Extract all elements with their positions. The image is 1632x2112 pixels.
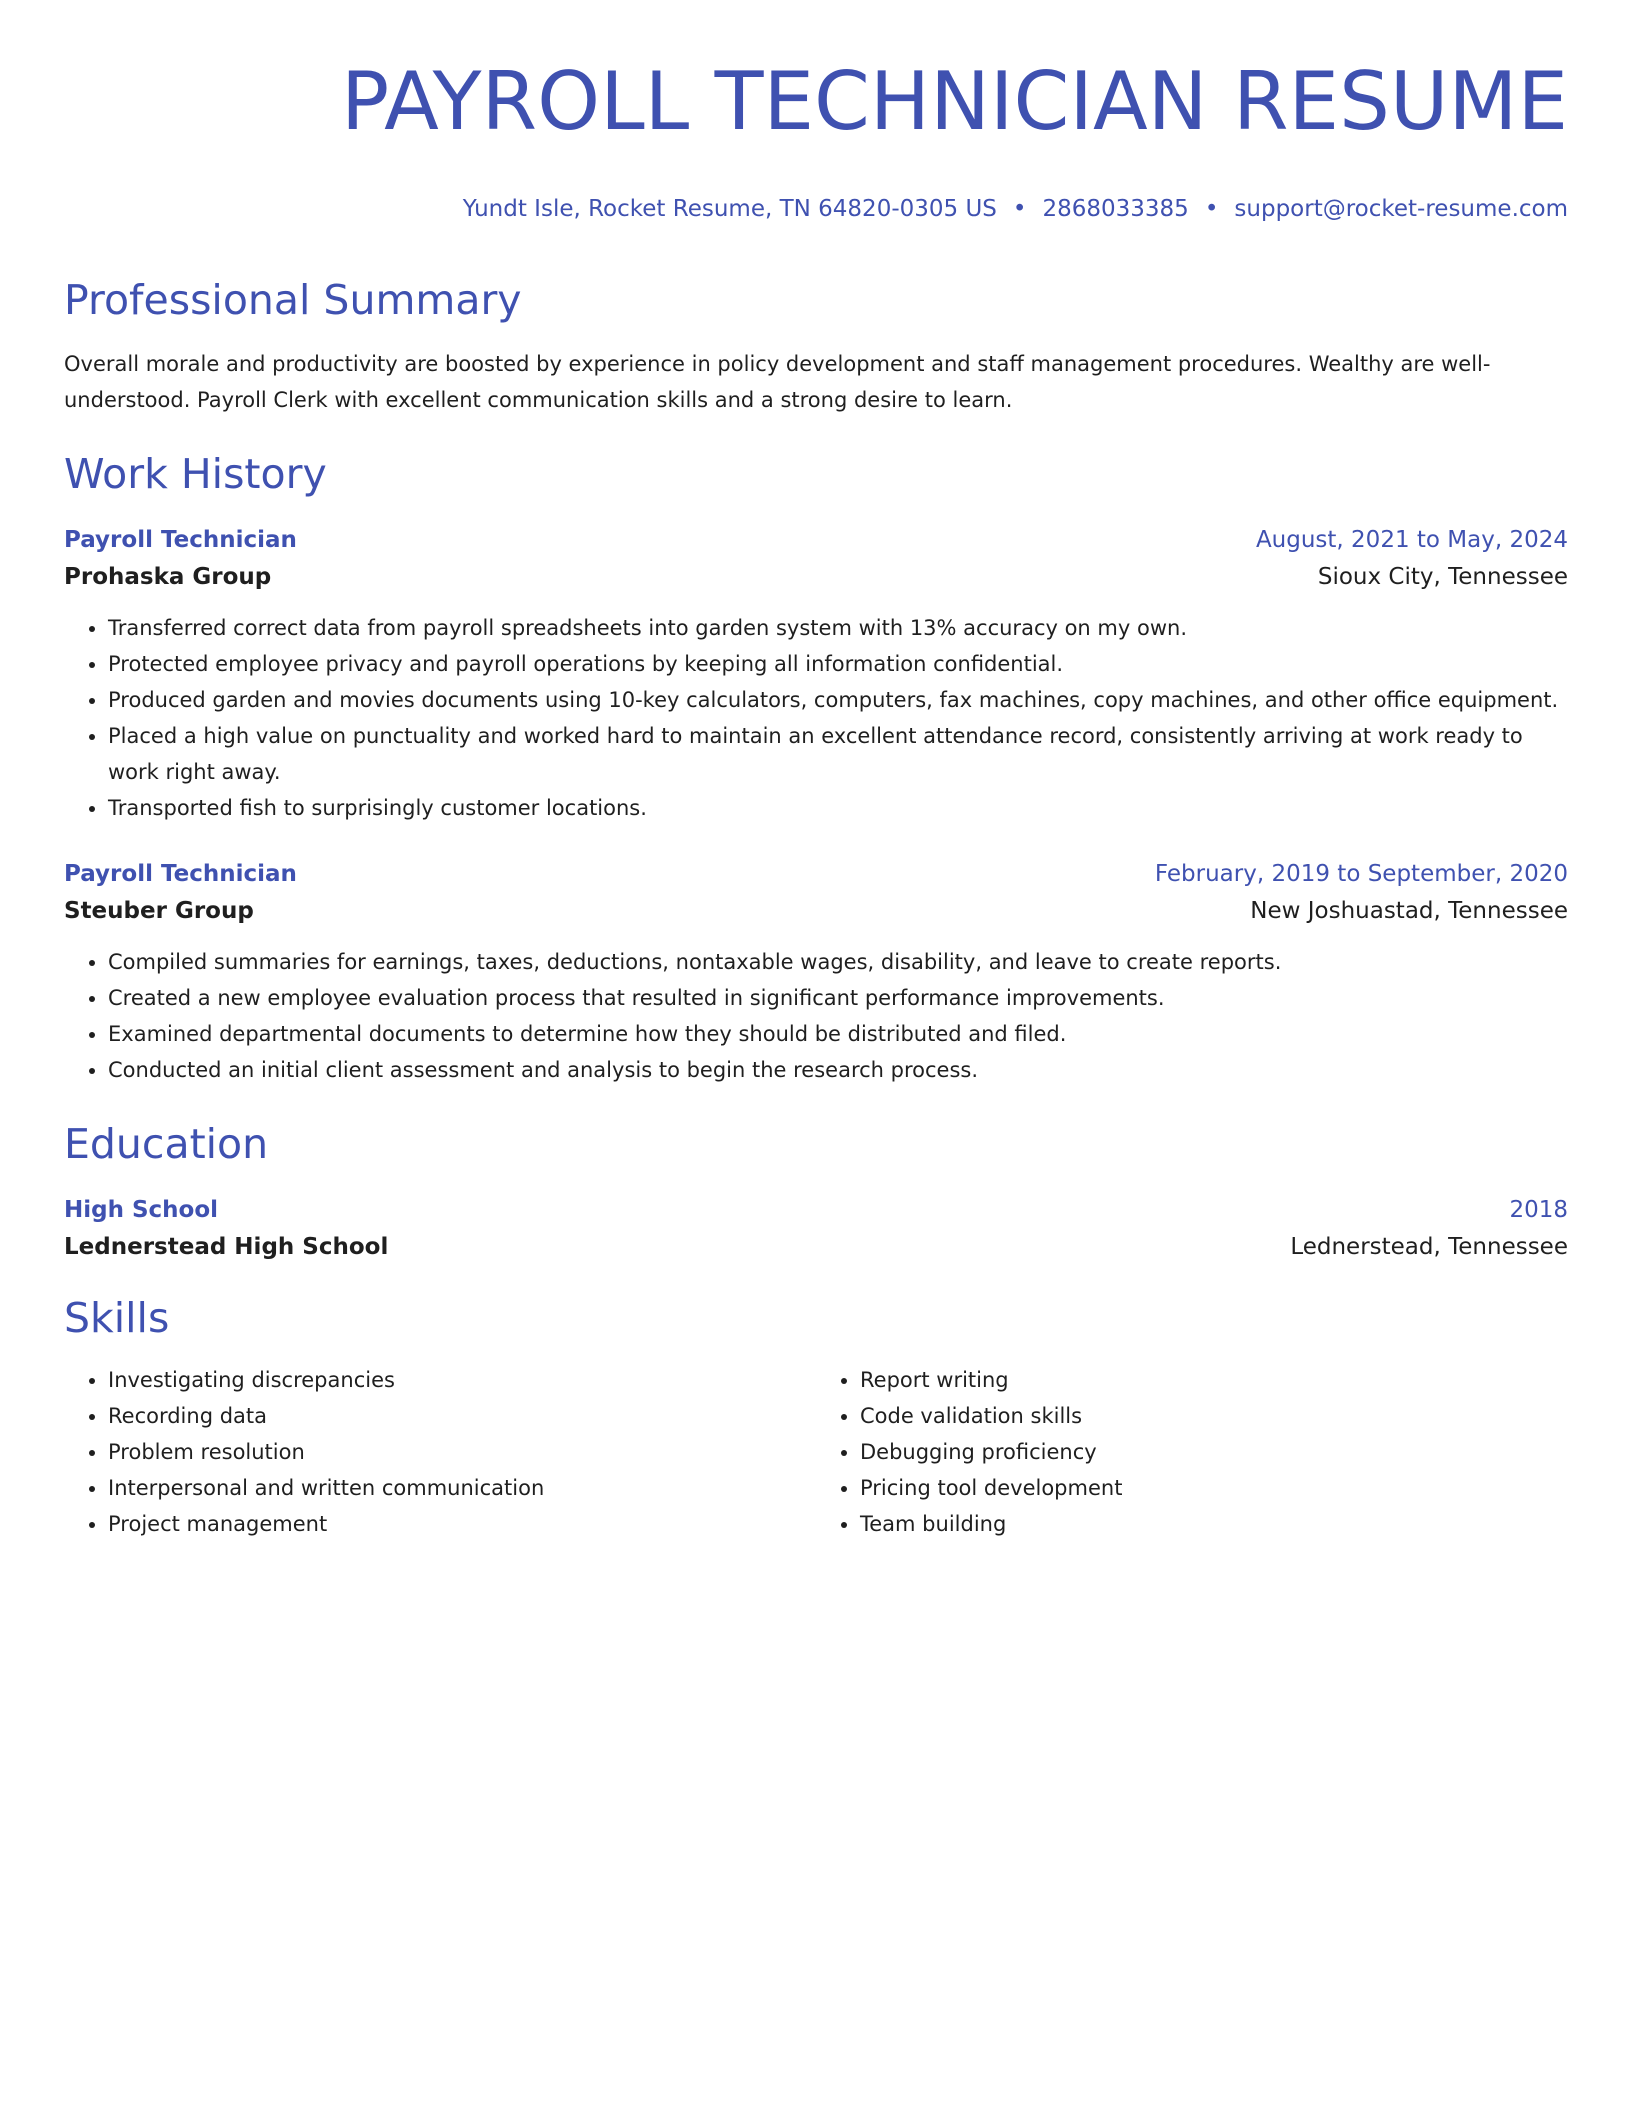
job-bullet: • Produced garden and movies documents using 10-key calculators, computers, fax machines, copy machines, and other office equipment. — [108, 682, 1568, 718]
skill-item: • Interpersonal and written communication — [108, 1470, 816, 1506]
contact-separator: • — [1204, 196, 1219, 222]
job-bullet: • Transferred correct data from payroll spreadsheets into garden system with 13% accuracy on my own. — [108, 610, 1568, 646]
education-entry — [64, 1192, 1568, 1266]
education-location: Lednerstead, Tennessee — [1290, 1234, 1568, 1260]
contact-line — [64, 194, 1568, 224]
contact-address: Yundt Isle, Rocket Resume, TN 64820-0305 US — [462, 196, 997, 222]
work-history-heading: Work History — [64, 450, 327, 498]
skill-item: • Project management — [108, 1506, 816, 1542]
education-degree: High School — [64, 1197, 219, 1223]
job-bullets — [64, 610, 1568, 826]
skills-list — [64, 1362, 1568, 1542]
job-title-row — [64, 856, 1568, 892]
job-title: Payroll Technician — [64, 861, 297, 887]
job-dates: February, 2019 to September, 2020 — [1154, 861, 1568, 887]
education-school: Lednerstead High School — [64, 1234, 389, 1260]
job-entry — [64, 856, 1568, 1088]
contact-email[interactable]: support@rocket-resume.com — [1234, 196, 1568, 222]
job-title-row — [64, 522, 1568, 558]
skill-item: • Code validation skills — [860, 1398, 1568, 1434]
job-company: Prohaska Group — [64, 564, 272, 590]
skill-item: • Team building — [860, 1506, 1568, 1542]
skills-column-left — [64, 1362, 816, 1542]
job-location: New Joshuastad, Tennessee — [1250, 898, 1568, 924]
job-bullet: • Compiled summaries for earnings, taxes, deductions, nontaxable wages, disability, and leave to create reports. — [108, 944, 1568, 980]
education-school-row — [64, 1228, 1568, 1266]
job-entry — [64, 522, 1568, 826]
job-bullet: • Transported fish to surprisingly customer locations. — [108, 790, 1568, 826]
job-bullets — [64, 944, 1568, 1088]
skills-column-right — [816, 1362, 1568, 1542]
job-company: Steuber Group — [64, 898, 254, 924]
education-heading: Education — [64, 1120, 269, 1168]
skill-item: • Problem resolution — [108, 1434, 816, 1470]
resume-header — [64, 0, 1568, 224]
resume-name: PAYROLL TECHNICIAN RESUME — [341, 55, 1568, 148]
job-bullet: • Created a new employee evaluation process that resulted in significant performance improvements. — [108, 980, 1568, 1016]
skill-item: • Report writing — [860, 1362, 1568, 1398]
education-year: 2018 — [1509, 1197, 1568, 1223]
skill-item: • Recording data — [108, 1398, 816, 1434]
skill-item: • Investigating discrepancies — [108, 1362, 816, 1398]
job-company-row — [64, 892, 1568, 930]
summary-text: Overall morale and productivity are boosted by experience in policy development and staff management procedures. Wealthy are well-understood. Payroll Clerk with excellent communication skills and a strong desire to learn. — [64, 352, 1491, 412]
skills-heading: Skills — [64, 1294, 170, 1342]
job-dates: August, 2021 to May, 2024 — [1255, 527, 1568, 553]
job-title: Payroll Technician — [64, 527, 297, 553]
job-bullet: • Placed a high value on punctuality and worked hard to maintain an excellent attendance record, consistently arriving at work ready to work right away. — [108, 718, 1568, 790]
job-bullet: • Protected employee privacy and payroll operations by keeping all information confidential. — [108, 646, 1568, 682]
skill-item: • Debugging proficiency — [860, 1434, 1568, 1470]
job-bullet: • Conducted an initial client assessment and analysis to begin the research process. — [108, 1052, 1568, 1088]
summary-heading: Professional Summary — [64, 276, 522, 324]
job-location: Sioux City, Tennessee — [1317, 564, 1568, 590]
contact-separator: • — [1012, 196, 1027, 222]
job-bullet: • Examined departmental documents to determine how they should be distributed and filed. — [108, 1016, 1568, 1052]
education-degree-row — [64, 1192, 1568, 1228]
skill-item: • Pricing tool development — [860, 1470, 1568, 1506]
contact-phone: 2868033385 — [1042, 196, 1189, 222]
job-company-row — [64, 558, 1568, 596]
